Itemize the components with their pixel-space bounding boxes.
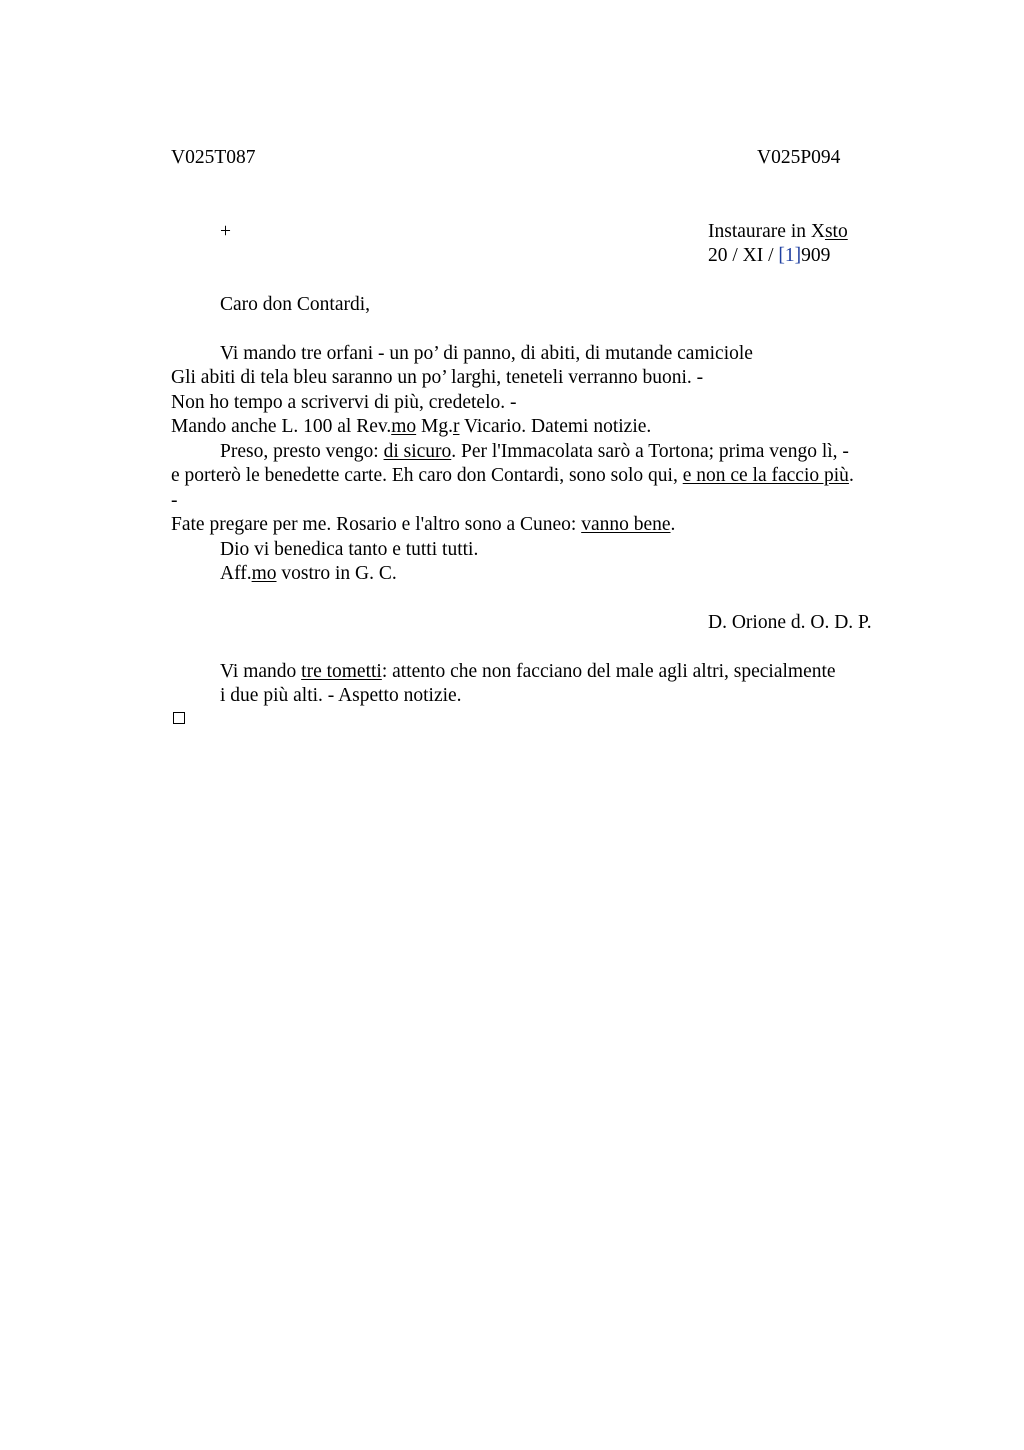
date-bracket-open: [	[778, 245, 785, 266]
underlined-run: e non ce la faccio più	[682, 465, 849, 486]
body-line-4	[171, 415, 651, 439]
text-run: Fate pregare per me. Rosario e l'altro sono a Cuneo:	[171, 514, 582, 535]
text-run: Mg.	[416, 416, 453, 437]
body-line-2: Gli abiti di tela bleu saranno un po’ larghi, teneteli verranno buoni. -	[171, 367, 704, 388]
text-run: : attento che non facciano del male agli altri, specialmente	[381, 661, 836, 682]
motto-abbrev: sto	[824, 221, 848, 242]
text-run: Vi mando	[220, 661, 302, 682]
underlined-run: vanno bene	[581, 514, 671, 535]
date-year: 909	[801, 245, 831, 266]
body-line-6	[171, 464, 854, 488]
document-code-left: V025T087	[171, 147, 256, 168]
text-run: .	[848, 465, 854, 486]
body-line-9: Dio vi benedica tanto e tutti tutti.	[220, 539, 479, 560]
body-line-1: Vi mando tre orfani - un po’ di panno, di abiti, di mutande camiciole	[220, 343, 753, 364]
text-run: Preso, presto vengo:	[220, 441, 384, 462]
date-bracket-close: ]	[794, 245, 802, 266]
body-line-5	[220, 440, 849, 464]
date-bracket-num: 1	[784, 245, 795, 266]
underlined-run: mo	[251, 563, 277, 584]
underlined-run: r	[452, 416, 460, 437]
end-mark-box-icon	[173, 712, 185, 724]
motto-text: Instaurare in X	[708, 221, 825, 242]
cross-symbol: +	[220, 221, 231, 242]
postscript-line-1	[220, 660, 836, 684]
letter-date	[708, 244, 830, 268]
text-run: .	[670, 514, 676, 535]
underlined-run: tre tometti	[301, 661, 382, 682]
document-code-right: V025P094	[757, 147, 841, 168]
date-part: 20 / XI /	[708, 245, 779, 266]
salutation: Caro don Contardi,	[220, 294, 371, 315]
closing	[220, 562, 397, 586]
postscript-line-2: i due più alti. - Aspetto notizie.	[220, 685, 462, 706]
body-line-7: -	[171, 490, 178, 511]
text-run: e porterò le benedette carte. Eh caro don Contardi, sono solo qui,	[171, 465, 683, 486]
motto	[708, 220, 848, 244]
text-run: . Per l'Immacolata sarò a Tortona; prima vengo lì, -	[451, 441, 849, 462]
text-run: Aff.	[220, 563, 252, 584]
underlined-run: mo	[391, 416, 417, 437]
body-line-3: Non ho tempo a scrivervi di più, credetelo. -	[171, 392, 517, 413]
text-run: Vicario. Datemi notizie.	[459, 416, 652, 437]
body-line-8	[171, 513, 675, 537]
underlined-run: di sicuro	[383, 441, 452, 462]
signature: D. Orione d. O. D. P.	[708, 612, 872, 633]
text-run: vostro in G. C.	[276, 563, 397, 584]
text-run: Mando anche L. 100 al Rev.	[171, 416, 392, 437]
